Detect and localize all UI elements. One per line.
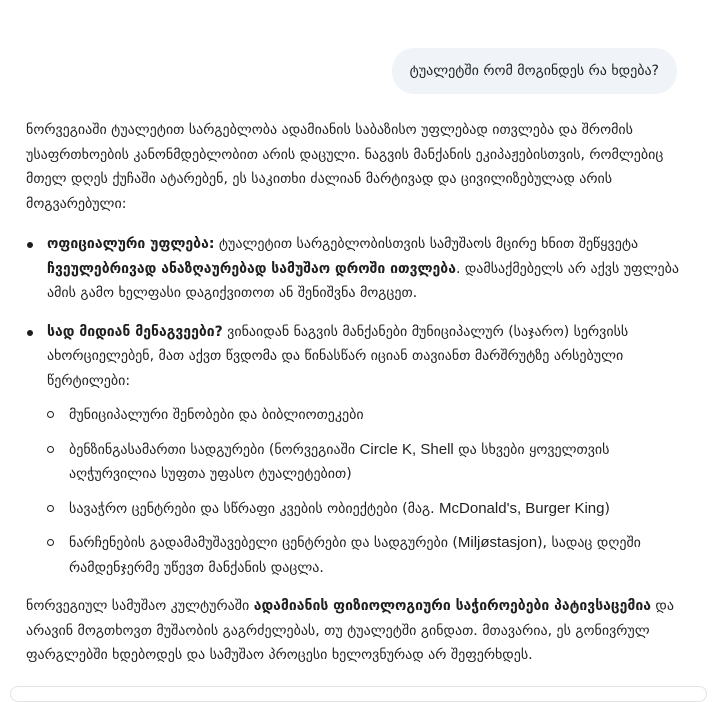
user-message-bubble [392, 48, 677, 94]
sub-item-4-name: Miljøstasjon [457, 534, 538, 551]
bullet-1-bold-2: ჩვეულებრივად ანაზღაურებად სამუშაო დროში ითვლება [47, 260, 456, 277]
bullet-2-text: ვინაიდან ნაგვის მანქანები მუნიციპალურ (საჯარო) სერვისს ახორციელებენ, მათ აქვთ წვდომა და წინასწარ იციან თავიანთ მარშრუტზე არსებული წერტილები: [47, 323, 629, 389]
closing-text-2: და არავინ მოგთხოვთ მუშაობის გაგრძელებას, თუ ტუალეტში გინდათ. მთავარია, ეს გონივრულ ფარგლებში ხდებოდეს და სამუშაო პროცესი ხელოვნურად არ შეფერხდეს. [26, 598, 674, 663]
reply-bullet-list [26, 232, 686, 580]
bullet-1-text-2: . დამსაქმებელს არ აქვს უფლება ამის გამო ხელფასი დაგიქვითოთ ან შენიშვნა მოგცეთ. [47, 260, 679, 301]
sub-item-3-post: ) [604, 500, 610, 517]
input-box-edge[interactable] [10, 686, 707, 702]
sub-item-recycling-centers [47, 531, 686, 580]
closing-text-1: ნორვეგიულ სამუშაო კულტურაში [26, 598, 254, 614]
bullet-2-title: სად მიდიან მენაგვეები? [47, 323, 223, 340]
bullet-official-right [26, 232, 686, 306]
sub-item-2-brands: Circle K, Shell [359, 440, 454, 458]
sub-item-4-post: ), სადაც დღეში რამდენჯერმე უწევთ მანქანის დაცლა. [69, 535, 641, 576]
reply-closing [26, 594, 686, 668]
sub-item-shopping-centers [47, 497, 686, 522]
assistant-reply [26, 118, 686, 668]
bullet-where-they-go [26, 320, 686, 581]
bullet-1-text-1: ტუალეტით სარგებლობისთვის სამუშაოს მცირე ხნით შეწყვეტა [214, 236, 639, 252]
sub-item-4-pre: ნარჩენების გადამამუშავებელი ცენტრები და სადგურები ( [69, 535, 458, 551]
user-message-text: ტუალეტში რომ მოგინდეს რა ხდება? [409, 63, 659, 79]
sub-item-2-pre: ბენზინგასამართი სადგურები (ნორვეგიაში [69, 441, 360, 458]
sub-bullet-list [47, 403, 686, 580]
sub-item-municipal-buildings [47, 403, 686, 428]
sub-item-gas-stations [47, 438, 686, 487]
reply-intro: ნორვეგიაში ტუალეტით სარგებლობა ადამიანის საბაზისო უფლებად ითვლება და შრომის უსაფრთხოების კანონმდებლობით არის დაცული. ნაგვის მანქანის ეკიპაჟებისთვის, რომლებიც მთელ დღეს ქუჩაში ატარებენ, ეს საკითხი ძალიან მარტივად და ცივილიზებულად არის მოგვარებული: [26, 122, 664, 212]
sub-item-2-post: და სხვები ყოველთვის აღჭურვილია სუფთა უფასო ტუალეტებით) [69, 441, 610, 482]
closing-bold: ადამიანის ფიზიოლოგიური საჭიროებები პატივსაცემია [253, 598, 651, 614]
sub-item-3-pre: სავაჭრო ცენტრები და სწრაფი კვების ობიექტები (მაგ. [69, 500, 440, 517]
bullet-1-title: ოფიციალური უფლება: [47, 236, 215, 252]
sub-item-3-brands: McDonald's, Burger King [439, 499, 605, 517]
sub-item-1-text: მუნიციპალური შენობები და ბიბლიოთეკები [69, 407, 364, 423]
